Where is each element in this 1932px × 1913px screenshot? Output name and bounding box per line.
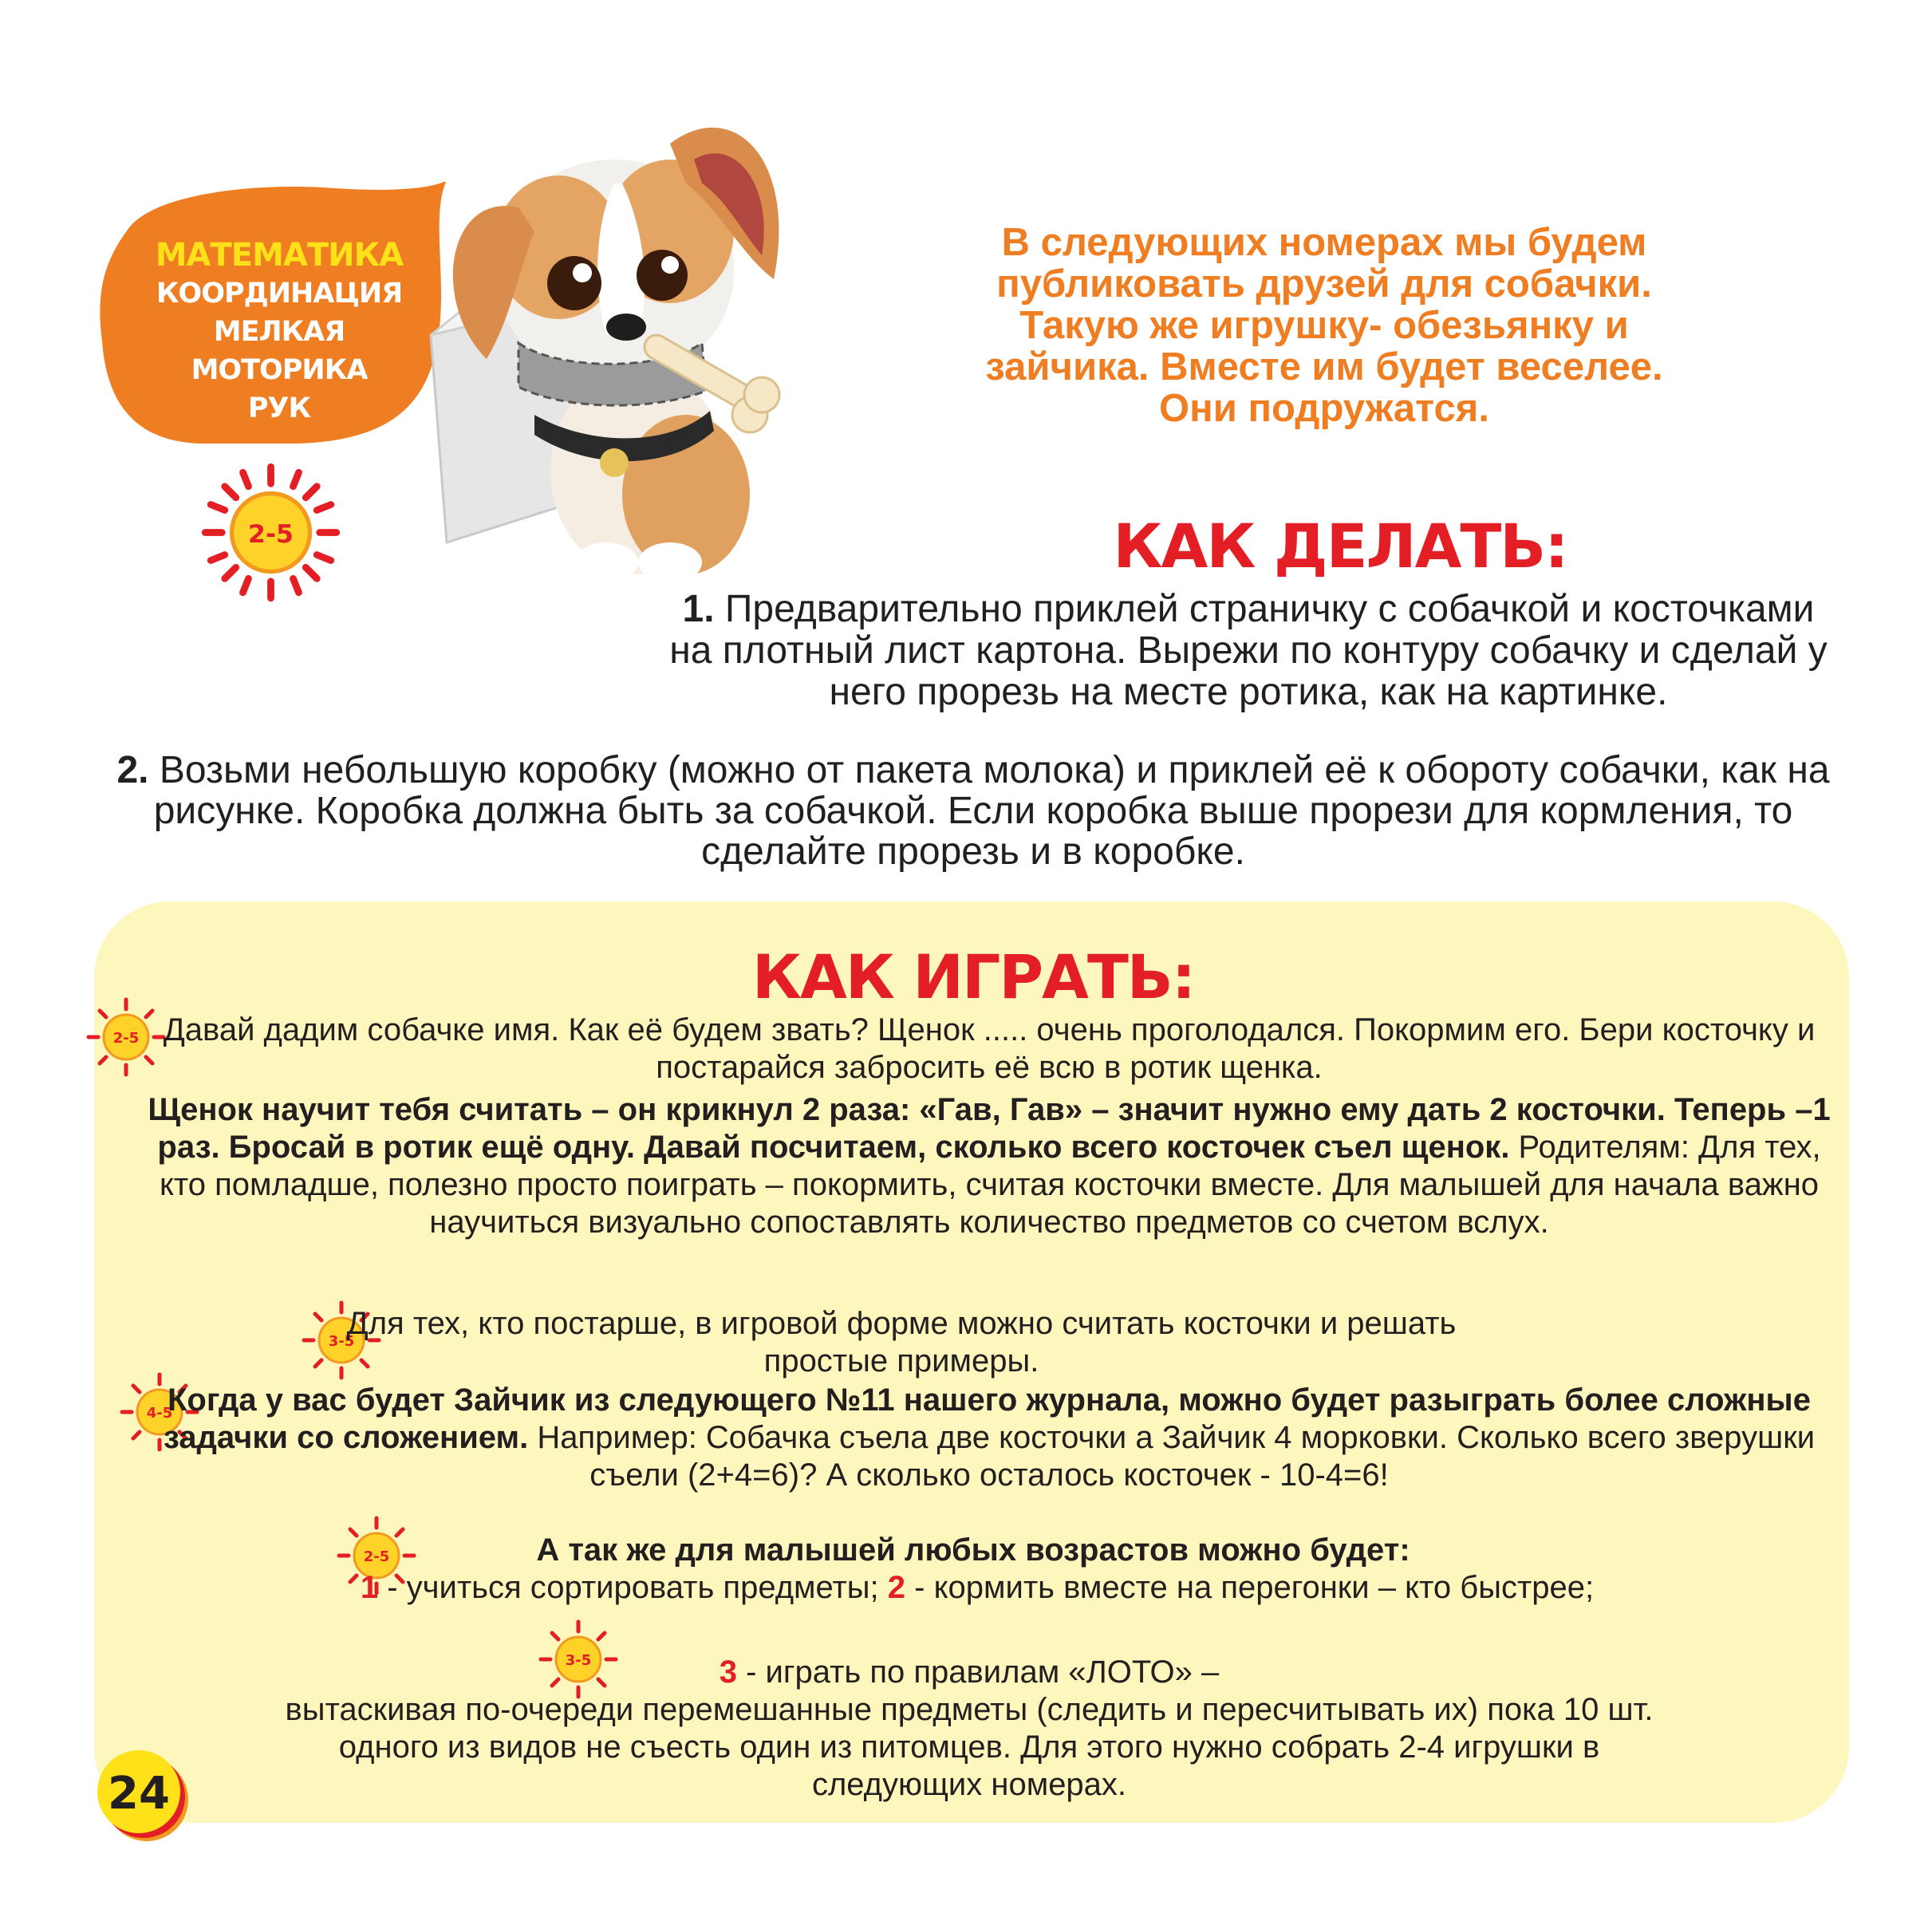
intro-line: В следующих номерах мы будем: [1001, 221, 1647, 264]
step-2-text: Возьми небольшую коробку (можно от пакета молока) и приклей её к обороту собачки, как на рисунке. Коробка должна быть за собачкой. Если коробка выше прорези для кормления, то сделайте прорезь и в коробке.: [153, 749, 1830, 873]
play-paragraph-2-text: Родителям: Для тех, кто помладше, полезно просто поиграть – покормить, считая косточки вместе. Для малышей для начала важно научиться визуально сопоставлять количество предметов со счетом вслух.: [159, 1130, 1821, 1240]
intro-line: зайчика. Вместе им будет веселее.: [985, 345, 1663, 389]
play-item-1-text: - учиться сортировать предметы;: [378, 1570, 888, 1605]
age-sun-icon: [201, 463, 341, 602]
play-paragraph-4: [128, 1382, 1851, 1494]
intro-line: Такую же игрушку- обезьянку и: [1019, 304, 1629, 347]
play-paragraph-6: [175, 1654, 1763, 1804]
how-to-make-heading: КАК ДЕЛАТЬ:: [1113, 511, 1567, 582]
play-list-line-1: [215, 1569, 1739, 1607]
badge-skill-2: МЕЛКАЯ: [213, 316, 345, 348]
step-2: [80, 750, 1867, 872]
play-paragraph-2-bold: Щенок научит тебя считать – он крикнул 2 раза: «Гав, Гав» – значит нужно ему дать 2 косточки. Теперь –1 раз. Бросай в ротик ещё одну. Давай посчитаем, сколько всего косточек съел щенок.: [148, 1092, 1831, 1165]
play-paragraph-2: [140, 1091, 1839, 1241]
subject-badge: [96, 182, 447, 445]
age-label: 3-5: [565, 1652, 592, 1669]
play-item-3: [175, 1654, 1763, 1691]
step-1-number: 1.: [682, 588, 715, 630]
play-item-3-number: 3: [719, 1655, 737, 1690]
step-2-number: 2.: [116, 749, 149, 791]
play-item-2-text: - кормить вместе на перегонки – кто быстрее;: [905, 1570, 1595, 1605]
intro-text: [877, 222, 1771, 429]
play-item-1-number: 1: [360, 1570, 379, 1605]
play-paragraph-4-text: Например: Собачка съела две косточки а Зайчик 4 морковки. Сколько всего зверушки съели (2+4=6)? А сколько осталось косточек - 10-4=6!: [528, 1420, 1816, 1493]
badge-subject: МАТЕМАТИКА: [155, 237, 404, 274]
badge-skill-4: РУК: [247, 392, 311, 424]
play-paragraph-1: Давай дадим собачке имя. Как её будем звать? Щенок ..... очень проголодался. Покормим его. Бери косточку и постарайся забросить её всю в ротик щенка.: [163, 1012, 1816, 1085]
age-label: 3-5: [328, 1333, 355, 1350]
play-paragraph-5: [335, 1532, 1611, 1607]
intro-line: Они подружатся.: [1159, 387, 1489, 430]
intro-line: публиковать друзей для собачки.: [996, 262, 1652, 306]
puppy-illustration: [399, 96, 814, 590]
page-number-text: 24: [108, 1768, 170, 1820]
how-to-play-heading: КАК ИГРАТЬ:: [751, 941, 1195, 1012]
play-paragraph-4-bold: Когда у вас будет Зайчик из следующего №11 нашего журнала, можно будет разыграть более сложные задачки со сложением.: [163, 1382, 1811, 1455]
play-paragraph-5-bold: А так же для малышей любых возрастов можно будет:: [536, 1532, 1410, 1568]
age-label: 2-5: [363, 1548, 390, 1565]
age-label: 2-5: [248, 519, 294, 549]
play-item-3-text: - играть по правилам «ЛОТО» –: [736, 1655, 1220, 1690]
step-1-text: Предварительно приклей страничку с собачкой и косточками на плотный лист картона. Вырежи по контуру собачку и сделай у него прорезь на месте ротика, как на картинке.: [669, 588, 1828, 713]
badge-skill-1: КООРДИНАЦИЯ: [156, 278, 403, 310]
play-paragraph-3: Для тех, кто постарше, в игровой форме можно считать косточки и решать простые примеры.: [346, 1306, 1457, 1379]
play-paragraph-6-text: вытаскивая по-очереди перемешанные предметы (следить и пересчитывать их) пока 10 шт. одного из видов не съесть один из питомцев. Для этого нужно собрать 2-4 игрушки в следующих номерах.: [285, 1692, 1654, 1802]
age-label: 4-5: [146, 1405, 173, 1422]
play-item-2-number: 2: [887, 1570, 906, 1605]
age-label: 2-5: [112, 1030, 140, 1047]
badge-skill-3: МОТОРИКА: [191, 354, 368, 386]
step-1: [662, 589, 1835, 713]
page-number: [94, 1747, 191, 1844]
